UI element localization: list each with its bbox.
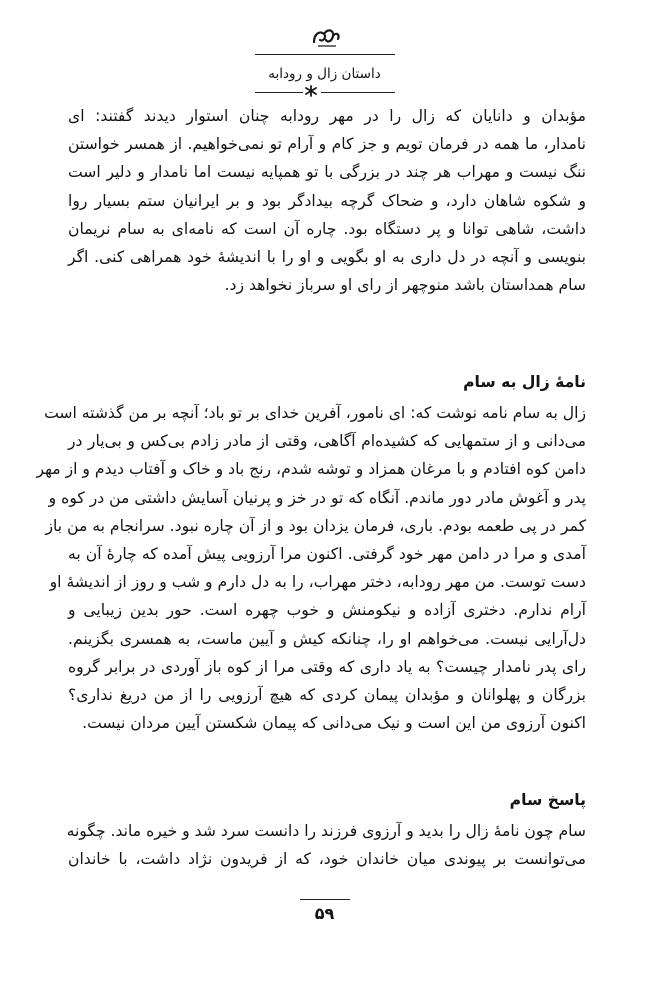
text-line: مؤبدان و دانایان که زال را در مهر رودابه چنان استوار دیدند گفتند: ای	[68, 107, 586, 125]
header-top-rule	[255, 54, 395, 55]
text-line: دل‌آرایی نیست. می‌خواهم او را، چنانکه کیش و آیین ماست، به همسری بگزینم.	[68, 629, 586, 648]
text-line: آمدی و مرا در دامن مهر خود گرفتی. اکنون مرا آرزویی پیش آمده که چارهٔ آن به	[68, 544, 586, 563]
text-line: می‌دانی و از ستمهایی که کشیده‌ام آگاهی، وقتی از مادر زادم بی‌کس و بی‌یار در	[68, 432, 586, 451]
running-title: داستان زال و رودابه	[268, 66, 381, 82]
paragraph-mobedan	[68, 102, 586, 299]
paragraph-sam-reply	[68, 817, 586, 873]
header-bottom-rule-left	[255, 92, 303, 93]
asterisk-ornament-icon	[300, 84, 322, 98]
text-line: رای پدر نامدار چیست؟ به یاد داری که وقتی مرا از کوه باز آوردی در برابر گروه	[68, 657, 586, 676]
text-line: بنویسی و آنچه در دل داری به او بگویی و او را با اندیشهٔ خود همراهی کنی. اگر	[68, 247, 586, 266]
text-line: نامدار، ما همه در فرمان تویم و جز کام و آرام تو نمی‌خواهیم. از همسر خواستن	[68, 135, 586, 154]
text-line: سام همداستان باشد منوچهر از رای او سرباز نخواهد زد.	[224, 276, 586, 295]
text-line: ننگ نیست و مهراب هر چند در بزرگی با تو همپایه نیست اما نامدار و دلیر است	[68, 163, 586, 182]
page-number: ۵۹	[314, 904, 335, 923]
text-line: می‌توانست بر پیوندی میان خاندان خود، که از فریدون نژاد داشت، با خاندان	[68, 850, 586, 869]
text-line: و شکوه شاهان دارد، و ضحاک گرچه بیدادگر بود و بر ایرانیان ستم بسیار روا	[68, 191, 586, 210]
text-line: زال به سام نامه نوشت که: ای نامور، آفرین خدای بر تو باد؛ آنچه بر من گذشته است	[44, 404, 586, 422]
section-heading-sam-reply: پاسخ سام	[509, 791, 586, 809]
header-bottom-rule-right	[321, 92, 395, 93]
text-line: کمر در پی طعمه بودم. باری، فرمان یزدان بود و از آن چاره نبود. سرانجام به من باز	[45, 516, 586, 535]
text-line: داشت، شاهی توانا و پر دستگاه بود. چاره آن است که نامه‌ای به سام نریمان	[68, 219, 586, 238]
text-line: آرام ندارم. دختری آزاده و نیکومنش و خوب چهره است. حور بدین زیبایی و	[68, 601, 586, 620]
text-line: سام چون نامهٔ زال را بدید و آرزوی فرزند را دانست سرد شد و خیره ماند. چگونه	[66, 822, 586, 840]
text-line: بزرگان و پهلوانان و مؤبدان پیمان کردی که هیچ آرزویی را از من دریغ نداری؟	[68, 685, 586, 704]
text-line: اکنون آرزوی من این است و نیک می‌دانی که پیمان شکستن آیین مردان نیست.	[82, 714, 586, 733]
running-header	[0, 22, 649, 112]
section-heading-zal-letter: نامهٔ زال به سام	[463, 373, 586, 391]
text-line: دامن کوه افتادم و با مرغان همزاد و توشه شدم، رنج باد و خاک و آفتاب دیدم و از مهر	[36, 460, 586, 479]
text-line: پدر و آغوش مادر دور ماندم. آنگاه که تو در خز و پرنیان آسایش داشتی من در کوه و	[48, 488, 586, 507]
footer-rule	[300, 899, 350, 900]
calligraphic-ornament-icon	[290, 22, 360, 52]
paragraph-zal-letter	[36, 399, 586, 737]
text-line: دست توست. من مهر رودابه، دختر مهراب، را به دل دارم و شب و روز از اندیشهٔ او	[49, 573, 586, 592]
